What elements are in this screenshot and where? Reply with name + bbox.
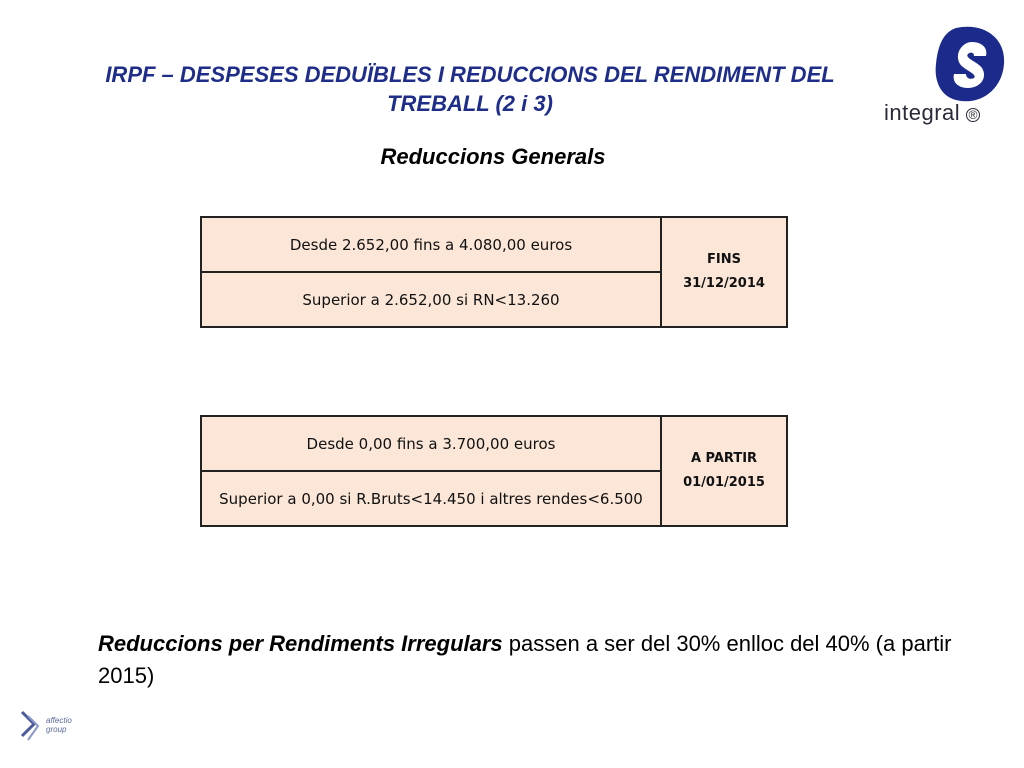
note-text: passen a ser del 30% enlloc del 40% (a partir 2015) — [98, 631, 952, 688]
range-cell: Desde 2.652,00 fins a 4.080,00 euros — [201, 217, 661, 272]
period-date: 01/01/2015 — [683, 475, 765, 490]
period-date: 31/12/2014 — [683, 276, 765, 291]
table-row — [201, 416, 787, 471]
affectio-group-logo — [20, 708, 100, 748]
affectio-line-2: group — [46, 725, 67, 734]
affectio-line-1: affectio — [46, 716, 72, 725]
title-line-1: IRPF – DESPESES DEDUÏBLES I REDUCCIONS DEL RENDIMENT DEL — [105, 62, 835, 87]
note-emphasis: Reduccions per Rendiments Irregulars — [98, 631, 503, 656]
slide-title — [20, 60, 920, 118]
range-cell: Superior a 2.652,00 si RN<13.260 — [201, 272, 661, 327]
section-subtitle: Reduccions Generals — [380, 144, 606, 169]
integral-logo — [880, 24, 1010, 134]
affectio-logo-icon — [20, 708, 46, 744]
range-cell: Desde 0,00 fins a 3.700,00 euros — [201, 416, 661, 471]
title-line-2: TREBALL (2 i 3) — [387, 91, 553, 116]
period-label: A PARTIR — [690, 451, 758, 466]
reduction-table-from-2015 — [200, 415, 788, 527]
period-label: FINS — [707, 252, 741, 267]
irregular-income-note — [98, 628, 958, 692]
integral-wordmark: integral — [884, 100, 961, 125]
integral-logo-icon — [934, 24, 1006, 104]
table-row — [201, 217, 787, 272]
range-cell: Superior a 0,00 si R.Bruts<14.450 i altres rendes<6.500 — [201, 471, 661, 526]
affectio-text — [46, 716, 72, 734]
reduction-table-until-2014 — [200, 216, 788, 328]
period-cell — [661, 217, 787, 327]
registered-mark: ® — [966, 108, 980, 122]
period-cell — [661, 416, 787, 526]
